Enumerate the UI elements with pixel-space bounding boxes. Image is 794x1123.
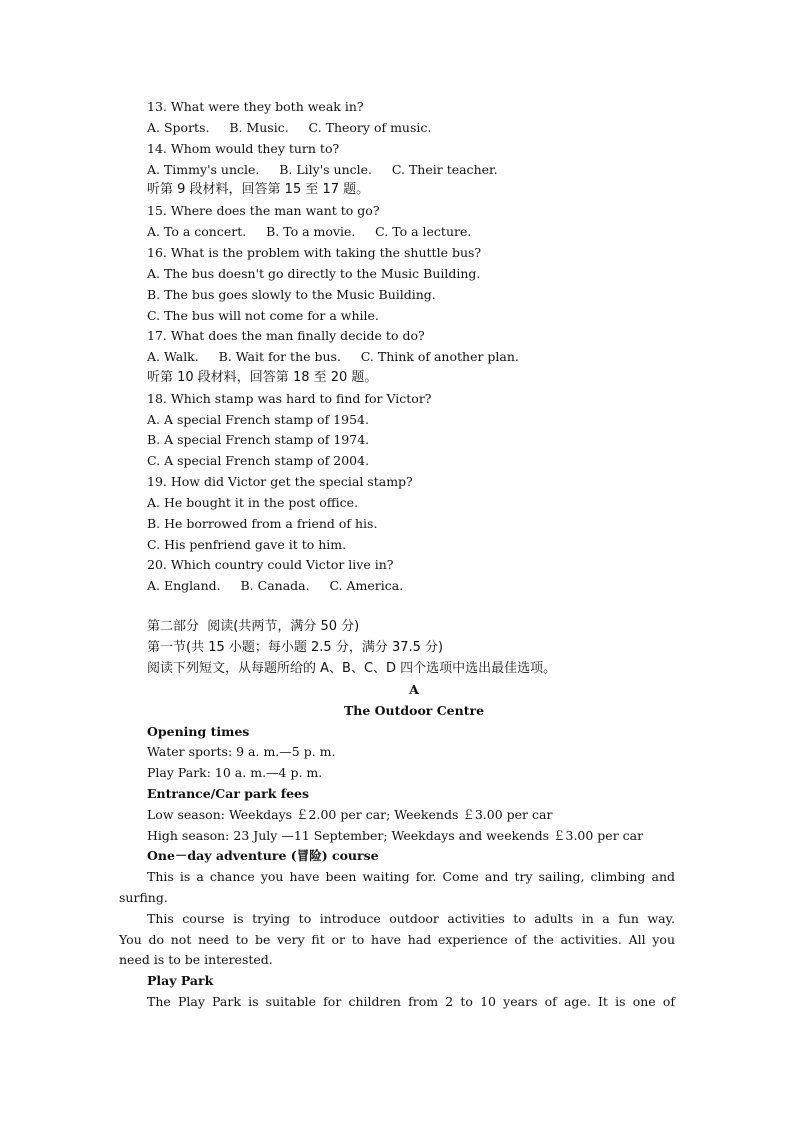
paragraph-2-line-2: You do not need to be very fit or to have had experience of the activities. All you bbox=[119, 932, 675, 947]
paragraph-1-line-2: surfing. bbox=[119, 890, 168, 905]
paragraph-2-line-3: need is to be interested. bbox=[119, 952, 273, 967]
fees-heading: Entrance/Car park fees bbox=[147, 786, 310, 801]
section-1-heading: 第一节(共 15 小题；每小题 2.5 分，满分 37.5 分) bbox=[147, 640, 444, 655]
question-17: 17. What does the man finally decide to do? bbox=[147, 328, 425, 343]
section-9-instruction: 听第 9 段材料，回答第 15 至 17 题。 bbox=[147, 182, 370, 197]
question-14: 14. Whom would they turn to? bbox=[147, 141, 340, 156]
question-16-option-b: B. The bus goes slowly to the Music Building. bbox=[147, 287, 436, 302]
question-15: 15. Where does the man want to go? bbox=[147, 203, 380, 218]
question-13-options: A. Sports. B. Music. C. Theory of music. bbox=[147, 120, 432, 135]
question-18-option-a: A. A special French stamp of 1954. bbox=[147, 412, 369, 427]
question-16-option-a: A. The bus doesn't go directly to the Music Building. bbox=[147, 266, 481, 281]
question-15-options: A. To a concert. B. To a movie. C. To a lecture. bbox=[147, 224, 472, 239]
high-season-fees: High season: 23 July —11 September; Weekdays and weekends ￡3.00 per car bbox=[147, 828, 644, 843]
paragraph-2-line-1: This course is trying to introduce outdoor activities to adults in a fun way. bbox=[147, 911, 675, 926]
low-season-fees: Low season: Weekdays ￡2.00 per car; Weekends ￡3.00 per car bbox=[147, 807, 553, 822]
opening-times-heading: Opening times bbox=[147, 724, 250, 739]
passage-letter: A bbox=[409, 682, 419, 697]
play-park-heading: Play Park bbox=[147, 973, 214, 988]
part-2-heading: 第二部分 阅读(共两节，满分 50 分) bbox=[147, 619, 360, 634]
paragraph-3-line-1: The Play Park is suitable for children from 2 to 10 years of age. It is one of bbox=[147, 994, 675, 1009]
question-18-option-b: B. A special French stamp of 1974. bbox=[147, 432, 370, 447]
passage-title: The Outdoor Centre bbox=[343, 703, 485, 718]
question-16-option-c: C. The bus will not come for a while. bbox=[147, 308, 379, 323]
question-18: 18. Which stamp was hard to find for Victor? bbox=[147, 391, 432, 406]
question-13: 13. What were they both weak in? bbox=[147, 99, 364, 114]
question-18-option-c: C. A special French stamp of 2004. bbox=[147, 453, 370, 468]
question-19: 19. How did Victor get the special stamp? bbox=[147, 474, 413, 489]
play-park-times: Play Park: 10 a. m.—4 p. m. bbox=[147, 765, 323, 780]
question-16: 16. What is the problem with taking the shuttle bus? bbox=[147, 245, 482, 260]
question-17-options: A. Walk. B. Wait for the bus. C. Think of another plan. bbox=[147, 349, 519, 364]
water-sports-times: Water sports: 9 a. m.—5 p. m. bbox=[147, 744, 336, 759]
section-10-instruction: 听第 10 段材料，回答第 18 至 20 题。 bbox=[147, 370, 378, 385]
question-14-options: A. Timmy's uncle. B. Lily's uncle. C. Their teacher. bbox=[147, 162, 498, 177]
reading-instruction: 阅读下列短文，从每题所给的 A、B、C、D 四个选项中选出最佳选项。 bbox=[147, 661, 557, 676]
question-20: 20. Which country could Victor live in? bbox=[147, 557, 394, 572]
question-20-options: A. England. B. Canada. C. America. bbox=[147, 578, 404, 593]
question-19-option-b: B. He borrowed from a friend of his. bbox=[147, 516, 378, 531]
question-19-option-a: A. He bought it in the post office. bbox=[147, 495, 359, 510]
question-19-option-c: C. His penfriend gave it to him. bbox=[147, 537, 347, 552]
course-heading: One－day adventure (冒险) course bbox=[147, 848, 379, 863]
paragraph-1-line-1: This is a chance you have been waiting for. Come and try sailing, climbing and bbox=[147, 869, 675, 884]
